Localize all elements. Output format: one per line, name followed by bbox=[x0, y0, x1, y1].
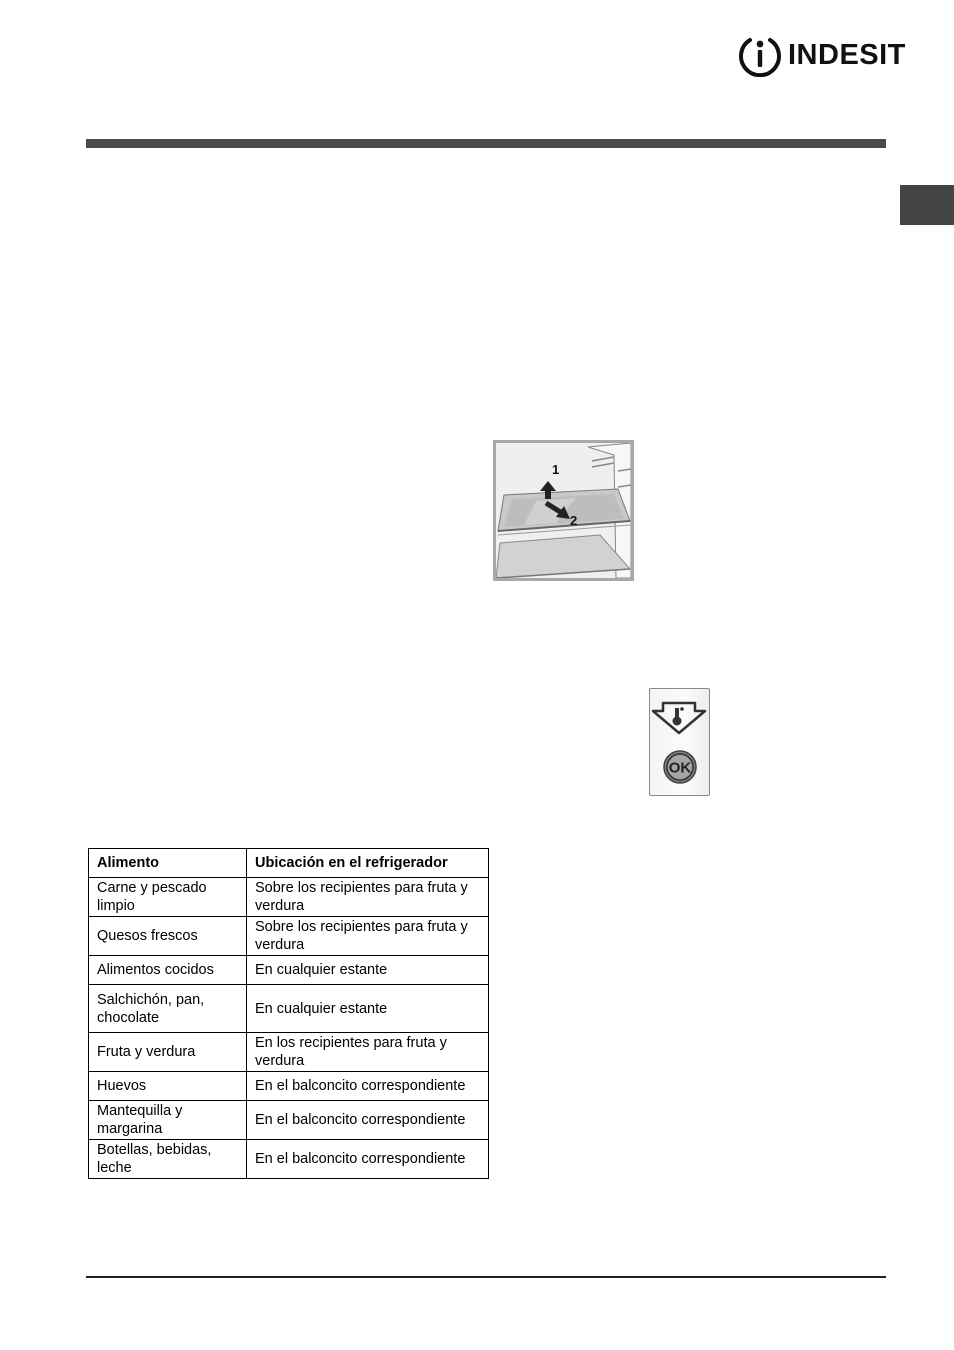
food-cell: Carne y pescado limpio bbox=[89, 878, 247, 917]
shelf-step-1-label: 1 bbox=[552, 462, 560, 477]
table-header-row bbox=[89, 849, 489, 878]
location-cell: En cualquier estante bbox=[247, 985, 489, 1033]
food-cell: Mantequilla y margarina bbox=[89, 1101, 247, 1140]
location-cell: En el balconcito correspondiente bbox=[247, 1072, 489, 1101]
header-rule bbox=[86, 139, 886, 148]
table-row bbox=[89, 917, 489, 956]
table-row bbox=[89, 1140, 489, 1179]
table-row bbox=[89, 1101, 489, 1140]
food-cell: Quesos frescos bbox=[89, 917, 247, 956]
footer-rule bbox=[86, 1276, 886, 1278]
temperature-alarm-icon bbox=[653, 703, 705, 733]
location-cell: En el balconcito correspondiente bbox=[247, 1101, 489, 1140]
language-tab-marker bbox=[900, 185, 954, 225]
column-header-food: Alimento bbox=[89, 849, 247, 878]
table-row bbox=[89, 956, 489, 985]
food-cell: Botellas, bebidas, leche bbox=[89, 1140, 247, 1179]
table-row bbox=[89, 985, 489, 1033]
food-cell: Huevos bbox=[89, 1072, 247, 1101]
food-storage-table bbox=[88, 848, 489, 1179]
food-cell: Alimentos cocidos bbox=[89, 956, 247, 985]
brand-name: INDESIT bbox=[788, 39, 906, 71]
location-cell: En el balconcito correspondiente bbox=[247, 1140, 489, 1179]
location-cell: En cualquier estante bbox=[247, 956, 489, 985]
table-row bbox=[89, 1033, 489, 1072]
shelf-removal-illustration bbox=[493, 440, 634, 581]
indesit-logo-icon bbox=[738, 33, 782, 77]
food-cell: Salchichón, pan, chocolate bbox=[89, 985, 247, 1033]
food-cell: Fruta y verdura bbox=[89, 1033, 247, 1072]
ok-button-icon bbox=[664, 751, 696, 783]
location-cell: Sobre los recipientes para fruta y verdura bbox=[247, 878, 489, 917]
table-row bbox=[89, 1072, 489, 1101]
location-cell: En los recipientes para fruta y verdura bbox=[247, 1033, 489, 1072]
column-header-location: Ubicación en el refrigerador bbox=[247, 849, 489, 878]
control-panel-illustration bbox=[649, 688, 710, 796]
ok-label: OK bbox=[668, 759, 692, 777]
location-cell: Sobre los recipientes para fruta y verdura bbox=[247, 917, 489, 956]
shelf-step-2-label: 2 bbox=[570, 513, 578, 528]
table-row bbox=[89, 878, 489, 917]
indesit-logo bbox=[738, 33, 906, 77]
